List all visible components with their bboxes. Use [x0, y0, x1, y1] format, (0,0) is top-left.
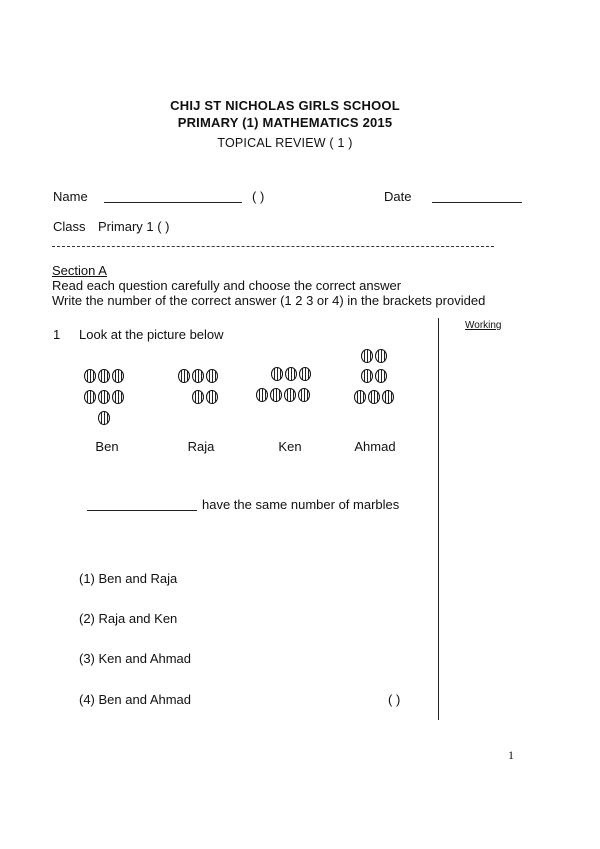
marble-icon [84, 390, 96, 404]
blank-statement: have the same number of marbles [202, 497, 400, 512]
answer-bracket[interactable]: ( ) [388, 692, 401, 707]
option-4[interactable]: (4) Ben and Ahmad [79, 692, 192, 707]
marble-icon [84, 369, 96, 383]
option-1[interactable]: (1) Ben and Raja [79, 571, 178, 586]
marble-icon [368, 390, 380, 404]
question-prompt: Look at the picture below [79, 327, 224, 342]
marble-icon [271, 367, 283, 381]
instruction-line-2: Write the number of the correct answer (1 2 3 or 4) in the brackets provided [52, 293, 486, 308]
marble-icon [361, 349, 373, 363]
marble-icon [98, 390, 110, 404]
section-title: Section A [52, 263, 107, 278]
name-line[interactable] [104, 202, 242, 203]
group-label-ahmad: Ahmad [354, 439, 396, 454]
marble-icon [361, 369, 373, 383]
marble-icon [354, 390, 366, 404]
marble-icon [192, 369, 204, 383]
marble-icon [112, 390, 124, 404]
marble-icon [98, 411, 110, 425]
class-label: Class [53, 219, 86, 234]
marble-icon [256, 388, 268, 402]
marble-icon [206, 390, 218, 404]
marble-icon [206, 369, 218, 383]
marble-icon [284, 388, 296, 402]
answer-blank-line[interactable] [87, 510, 197, 511]
option-2[interactable]: (2) Raja and Ken [79, 611, 178, 626]
marble-icon [375, 369, 387, 383]
marble-icon [298, 388, 310, 402]
review-title: TOPICAL REVIEW ( 1 ) [217, 136, 353, 150]
school-name: CHIJ ST NICHOLAS GIRLS SCHOOL [170, 98, 400, 113]
instruction-line-1: Read each question carefully and choose the correct answer [52, 278, 402, 293]
marble-icon [192, 390, 204, 404]
marble-icon [375, 349, 387, 363]
marble-icon [285, 367, 297, 381]
marble-icon [382, 390, 394, 404]
name-label: Name [53, 189, 88, 204]
date-label: Date [384, 189, 412, 204]
marble-icon [270, 388, 282, 402]
subject-title: PRIMARY (1) MATHEMATICS 2015 [177, 115, 393, 130]
separator-line [52, 246, 494, 247]
marble-icon [299, 367, 311, 381]
working-label: Working [465, 320, 502, 331]
register-number-bracket: ( ) [252, 189, 265, 204]
working-divider [438, 318, 439, 720]
class-value: Primary 1 ( ) [98, 219, 170, 234]
group-label-ken: Ken [278, 439, 302, 454]
date-line[interactable] [432, 202, 522, 203]
page-number: 1 [508, 748, 514, 762]
option-3[interactable]: (3) Ken and Ahmad [79, 651, 192, 666]
marble-icon [178, 369, 190, 383]
group-label-ben: Ben [95, 439, 119, 454]
group-label-raja: Raja [187, 439, 215, 454]
question-number: 1 [53, 327, 61, 342]
marble-icon [98, 369, 110, 383]
marble-icon [112, 369, 124, 383]
